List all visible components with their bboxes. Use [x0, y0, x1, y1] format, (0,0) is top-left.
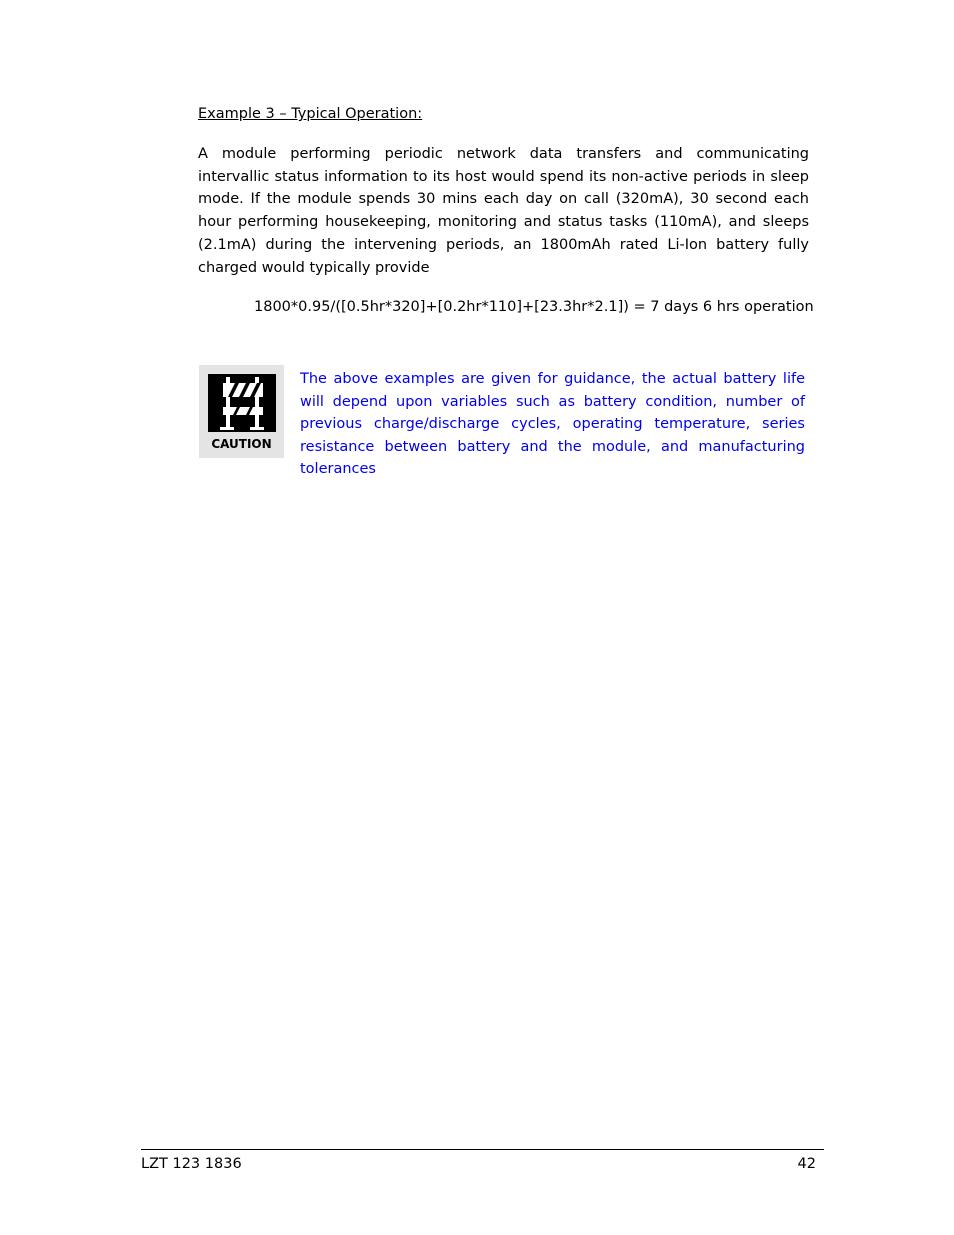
battery-life-formula: 1800*0.95/([0.5hr*320]+[0.2hr*110]+[23.3hr*2.1]) = 7 days 6 hrs operation: [254, 299, 814, 315]
footer-page-number: 42: [797, 1156, 816, 1172]
footer-document-number: LZT 123 1836: [141, 1156, 242, 1172]
section-heading: Example 3 – Typical Operation:: [198, 106, 423, 122]
caution-box: [199, 365, 284, 458]
caution-label: CAUTION: [211, 437, 272, 451]
caution-text: The above examples are given for guidance, the actual battery life will depend upon variables such as battery condition, number of previous charge/discharge cycles, operating temperature, series resistance between battery and the module, and manufacturing tolerances: [300, 371, 805, 477]
footer-rule: [141, 1149, 824, 1150]
body-paragraph: A module performing periodic network data transfers and communicating intervallic status information to its host would spend its non-active periods in sleep mode. If the module spends 30 mins each day on call (320mA), 30 second each hour performing housekeeping, monitoring and status tasks (110mA), and sleeps (2.1mA) during the intervening periods, an 1800mAh rated Li-Ion battery fully charged would typically provide: [198, 146, 809, 276]
roadblock-barrier-icon: [208, 374, 276, 432]
